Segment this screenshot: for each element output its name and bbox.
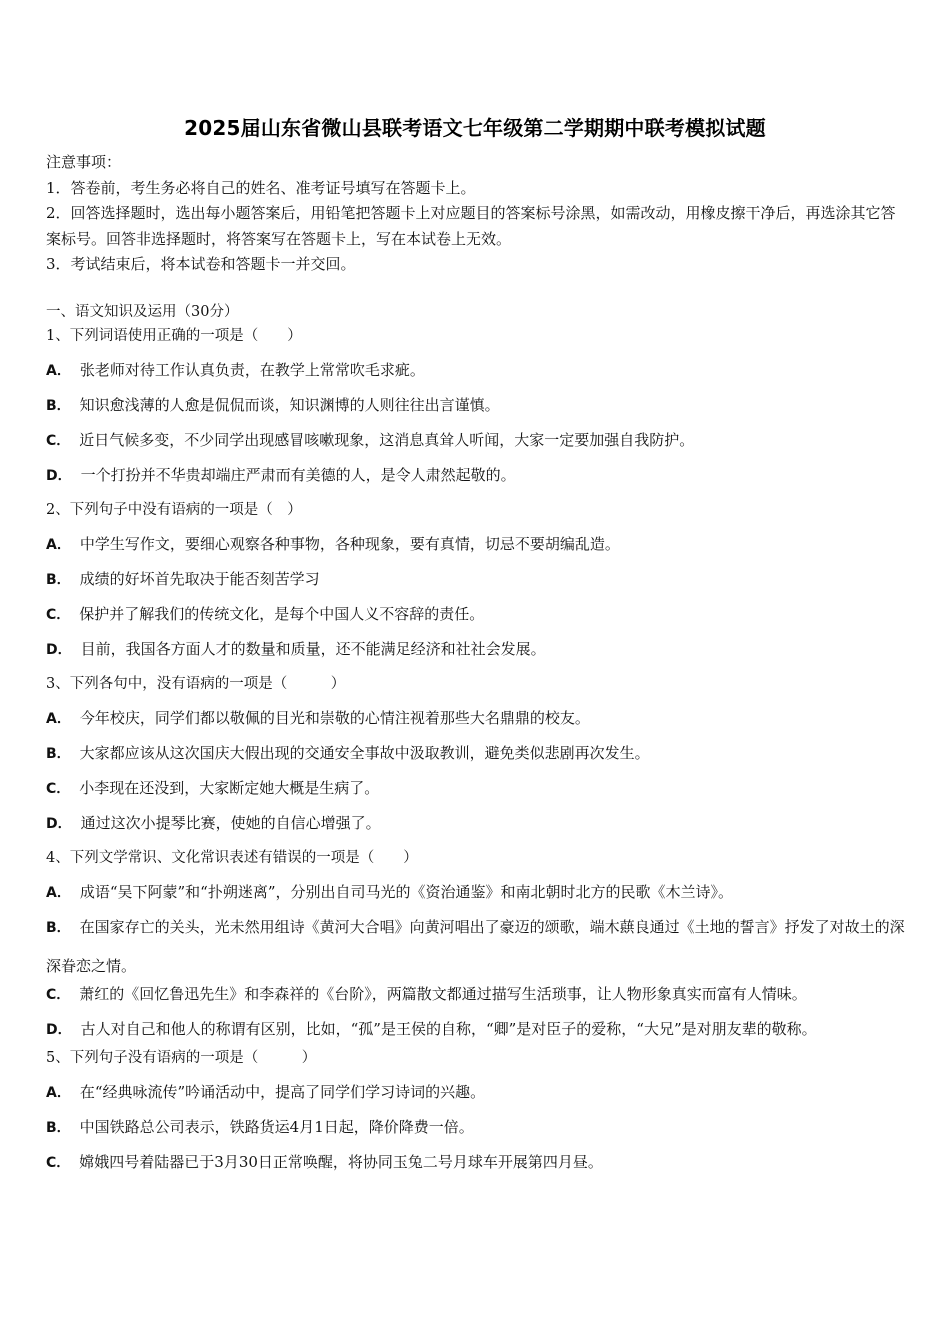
option-letter: A．	[46, 1085, 71, 1101]
option-letter: D．	[46, 1022, 72, 1038]
option-text: 萧红的《回忆鲁迅先生》和李森祥的《台阶》，两篇散文都通过描写生活琐事，让人物形象真实而富有人情味。	[79, 985, 807, 1003]
option-d	[46, 811, 908, 846]
option-letter: B．	[46, 1120, 71, 1136]
option-text: 中国铁路总公司表示，铁路货运4月1日起，降价降费一倍。	[79, 1118, 474, 1136]
notice-item: 1．答卷前，考生务必将自己的姓名、准考证号填写在答题卡上。	[46, 178, 476, 197]
option-b	[46, 908, 908, 985]
notice-item: 2．回答选择题时，选出每小题答案后，用铅笔把答题卡上对应题目的答案标号涂黑，如需改动，用橡皮擦干净后，再选涂其它答案标号。回答非选择题时，将答案写在答题卡上，写在本试卷上无效。	[46, 204, 896, 248]
option-text: 小李现在还没到，大家断定她大概是生病了。	[79, 779, 380, 797]
option-letter: B．	[46, 572, 71, 588]
option-a	[46, 532, 908, 567]
option-letter: D．	[46, 468, 72, 484]
notice-item: 3．考试结束后，将本试卷和答题卡一并交回。	[46, 255, 356, 273]
option-b	[46, 1115, 908, 1150]
option-text: 在“经典咏流传”吟诵活动中，提高了同学们学习诗词的兴趣。	[79, 1083, 486, 1101]
option-a	[46, 1080, 908, 1115]
option-letter: B．	[46, 920, 71, 936]
option-text: 保护并了解我们的传统文化，是每个中国人义不容辞的责任。	[79, 605, 485, 623]
option-letter: A．	[46, 537, 71, 553]
option-c	[46, 602, 908, 637]
option-letter: D．	[46, 642, 72, 658]
option-letter: C．	[46, 1155, 71, 1171]
option-c	[46, 1150, 908, 1185]
section-heading: 一、语文知识及运用（30分）	[46, 304, 239, 320]
question-list	[46, 324, 908, 1185]
option-c	[46, 776, 908, 811]
option-letter: B．	[46, 746, 71, 762]
option-b	[46, 741, 908, 776]
option-text: 张老师对待工作认真负责，在教学上常常吹毛求疵。	[79, 361, 425, 379]
option-letter: A．	[46, 711, 71, 727]
question-stem: 4、下列文学常识、文化常识表述有错误的一项是（ ）	[46, 850, 418, 866]
option-letter: C．	[46, 607, 71, 623]
option-text: 知识愈浅薄的人愈是侃侃而谈，知识渊博的人则往往出言谨慎。	[79, 396, 500, 414]
option-d	[46, 463, 908, 498]
option-letter: A．	[46, 885, 71, 901]
question-stem: 2、下列句子中没有语病的一项是（ ）	[46, 502, 302, 518]
option-letter: C．	[46, 433, 71, 449]
notice-heading: 注意事项：	[46, 153, 122, 171]
option-d	[46, 637, 908, 672]
option-b	[46, 567, 908, 602]
option-text: 大家都应该从这次国庆大假出现的交通安全事故中汲取教训，避免类似悲剧再次发生。	[79, 744, 650, 762]
option-text: 目前，我国各方面人才的数量和质量，还不能满足经济和社社会发展。	[80, 640, 546, 658]
notice-block	[46, 150, 908, 278]
option-text: 中学生写作文，要细心观察各种事物，各种现象，要有真情，切忌不要胡编乱造。	[79, 535, 620, 553]
option-c	[46, 428, 908, 463]
option-a	[46, 706, 908, 741]
option-letter: C．	[46, 781, 71, 797]
option-text: 在国家存亡的关头，光未然用组诗《黄河大合唱》向黄河唱出了豪迈的颂歌，端木蕻良通过《土地的誓言》抒发了对故土的深深眷恋之情。	[46, 918, 905, 975]
option-text: 今年校庆，同学们都以敬佩的目光和崇敬的心情注视着那些大名鼎鼎的校友。	[79, 709, 590, 727]
option-text: 一个打扮并不华贵却端庄严肃而有美德的人，是令人肃然起敬的。	[80, 466, 516, 484]
option-d	[46, 1010, 908, 1049]
option-letter: B．	[46, 398, 71, 414]
option-letter: A．	[46, 363, 71, 379]
option-b	[46, 393, 908, 428]
option-a	[46, 358, 908, 393]
page-title: 2025届山东省微山县联考语文七年级第二学期期中联考模拟试题	[184, 116, 766, 140]
question-stem: 1、下列词语使用正确的一项是（ ）	[46, 328, 302, 344]
option-text: 成绩的好坏首先取决于能否刻苦学习	[79, 570, 320, 588]
option-text: 嫦娥四号着陆器已于3月30日正常唤醒，将协同玉兔二号月球车开展第四月昼。	[79, 1153, 603, 1171]
option-letter: C．	[46, 987, 71, 1003]
option-text: 近日气候多变，不少同学出现感冒咳嗽现象，这消息真耸人听闻，大家一定要加强自我防护。	[79, 431, 695, 449]
question-stem: 5、下列句子没有语病的一项是（ ）	[46, 1050, 317, 1066]
question-stem: 3、下列各句中，没有语病的一项是（ ）	[46, 676, 346, 692]
option-text: 成语“吴下阿蒙”和“扑朔迷离”，分别出自司马光的《资治通鉴》和南北朝时北方的民歌《木兰诗》。	[79, 883, 734, 901]
option-text: 通过这次小提琴比赛，使她的自信心增强了。	[80, 814, 381, 832]
option-letter: D．	[46, 816, 72, 832]
option-text: 古人对自己和他人的称谓有区别，比如，“孤”是王侯的自称，“卿”是对臣子的爱称，“大兄”是对朋友辈的敬称。	[80, 1020, 817, 1038]
